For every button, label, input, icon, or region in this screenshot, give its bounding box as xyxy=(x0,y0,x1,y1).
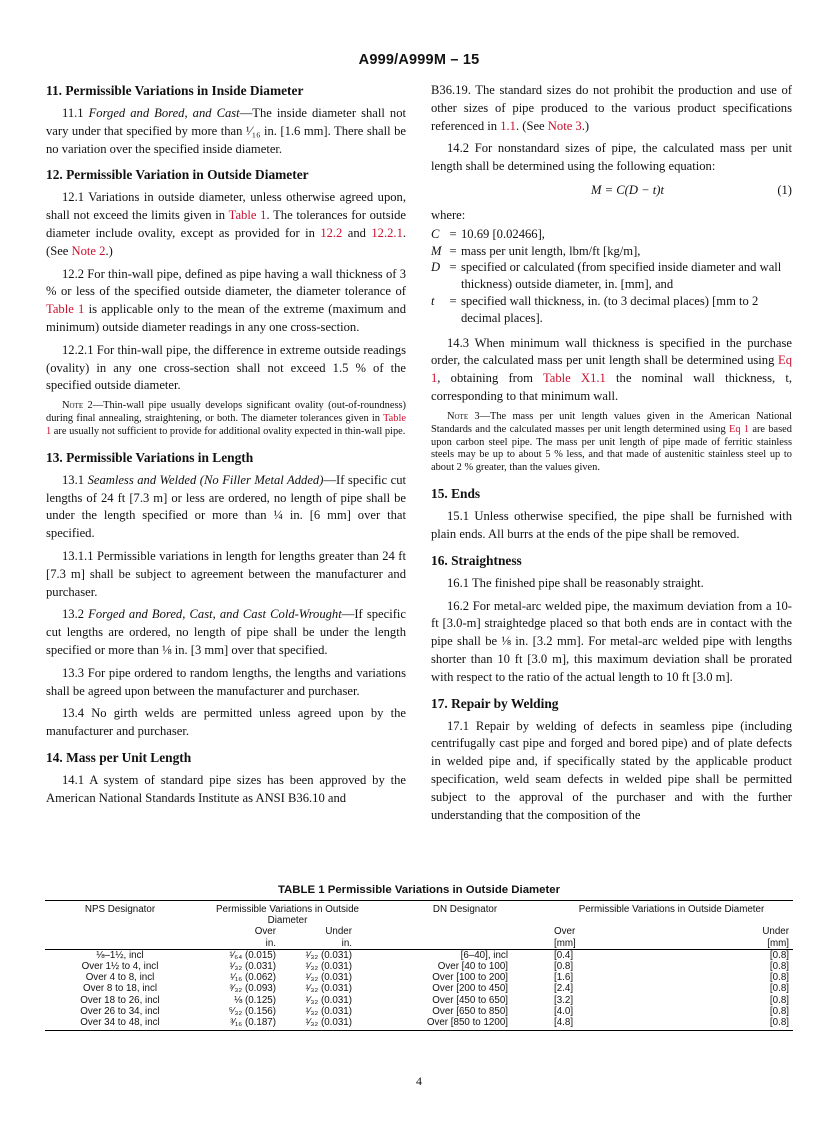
table-row xyxy=(45,972,793,983)
para-16-1: 16.1 The finished pipe shall be reasonably straight. xyxy=(447,575,704,590)
section-15-heading: 15. Ends xyxy=(431,486,481,502)
cell-over-in: ¹⁄₃₂ (0.031) xyxy=(229,961,276,973)
para-11-1: 11.1 Forged and Bored, and Cast—The inside diameter shall not vary under that specified by more than ¹⁄₁₆ in. [1.6 mm]. There shall be no variation over the specified inside diameter. xyxy=(46,106,406,156)
col-header-nps: NPS Designator xyxy=(45,901,195,927)
para-16-2: 16.2 For metal-arc welded pipe, the maximum deviation from a 10-ft [3.0-m] straightedge placed so that both ends are in contact with the pipe shall be ⅛ in. [3.2 mm]. For metal-arc welded pipe with lengths shorter than 10 ft [3.0 m], this maximum deviation shall be prorated with respect to the ratio of the actual length to 10 ft [3.0 m]. xyxy=(431,598,792,684)
variable-definition: t = specified wall thickness, in. (to 3 decimal places) [mm to 2 decimal places]. xyxy=(431,293,759,325)
cell-under-mm: [0.8] xyxy=(769,961,789,973)
link-eq-1[interactable]: Eq 1 xyxy=(728,423,750,435)
col-header-perm-mm: Permissible Variations in Outside Diameter xyxy=(550,901,793,927)
cell-under-in: ¹⁄₃₂ (0.031) xyxy=(305,994,352,1006)
cell-under-in: ¹⁄₃₂ (0.031) xyxy=(305,949,352,961)
link-note-2[interactable]: Note 2 xyxy=(71,243,106,258)
section-16-heading: 16. Straightness xyxy=(431,552,522,568)
cell-over-mm: [0.8] xyxy=(554,961,574,973)
cell-dn: Over [100 to 200] xyxy=(432,972,508,984)
left-column xyxy=(46,82,406,813)
cell-over-mm: [3.2] xyxy=(554,994,574,1006)
table-row xyxy=(45,995,793,1006)
cell-over-in: ⅛ (0.125) xyxy=(234,994,276,1006)
col-header-dn: DN Designator xyxy=(380,901,550,927)
cell-over-mm: [2.4] xyxy=(554,983,574,995)
table-row xyxy=(45,1006,793,1017)
section-14-heading: 14. Mass per Unit Length xyxy=(46,750,192,766)
cell-over-in: ⁵⁄₃₂ (0.156) xyxy=(228,1005,276,1017)
table-row xyxy=(45,961,793,972)
cell-over-mm: [1.6] xyxy=(554,972,574,984)
cell-under-mm: [0.8] xyxy=(769,1005,789,1017)
page-number: 4 xyxy=(416,1074,422,1088)
unit-mm: [mm] xyxy=(550,938,660,950)
note-2: Note 2—Thin-wall pipe usually develops significant ovality (out-of-roundness) during final annealing, straightening, or both. The diameter tolerances given in Table 1 are usually not sufficient to provide for additional ovality expected in thin-wall pipe. xyxy=(46,400,406,437)
link-table-x1-1[interactable]: Table X1.1 xyxy=(542,371,606,386)
cell-dn: [6–40], incl xyxy=(460,949,508,961)
cell-nps: Over 1½ to 4, incl xyxy=(81,961,159,973)
para-13-1-1: 13.1.1 Permissible variations in length for lengths greater than 24 ft [7.3 m] shall be subject to agreement between the manufacturer and purchaser. xyxy=(46,549,406,599)
variable-definition: C = 10.69 [0.02466], xyxy=(431,226,545,241)
section-12-heading: 12. Permissible Variation in Outside Diameter xyxy=(46,167,309,183)
unit-mm: [mm] xyxy=(660,938,793,950)
note-3: Note 3—The mass per unit length values given in the American National Standards and the calculated masses per unit length determined using Eq 1 are based upon carbon steel pipe. The mass per unit length of pipe made of ferritic stainless steels may be up to about 5 % less, and that made of austenitic stainless steel up to about 2 % greater, than the values given. xyxy=(431,410,793,474)
link-note-3[interactable]: Note 3 xyxy=(547,118,582,133)
cell-nps: Over 4 to 8, incl xyxy=(85,972,155,984)
para-13-2: 13.2 Forged and Bored, Cast, and Cast Cold-Wrought—If specific cut lengths are ordered, no length of pipe shall be under the length specified or more than ⅛ in. [3 mm] over that specified. xyxy=(46,607,407,658)
cell-dn: Over [450 to 650] xyxy=(432,994,508,1006)
document-header: A999/A999M – 15 xyxy=(358,52,480,68)
cell-nps: Over 8 to 18, incl xyxy=(82,983,158,995)
col-header-under: Under xyxy=(325,926,352,938)
table-1 xyxy=(45,900,793,1031)
equation-number: (1) xyxy=(777,182,792,197)
cell-under-in: ¹⁄₃₂ (0.031) xyxy=(305,983,352,995)
link-table-1[interactable]: Table 1 xyxy=(46,413,406,437)
cell-under-mm: [0.8] xyxy=(769,949,789,961)
cell-dn: Over [850 to 1200] xyxy=(380,1017,550,1031)
para-14-1-continued: B36.19. The standard sizes do not prohibit the production and use of other sizes of pipe produced to the various product specifications referenced in 1.1. (See Note 3.) xyxy=(431,83,792,133)
cell-under-mm: [0.8] xyxy=(660,1017,793,1031)
cell-nps: Over 18 to 26, incl xyxy=(80,994,160,1006)
unit-in: in. xyxy=(195,938,280,950)
cell-nps: Over 34 to 48, incl xyxy=(45,1017,195,1031)
cell-under-in: ¹⁄₃₂ (0.031) xyxy=(280,1017,380,1031)
section-13-heading: 13. Permissible Variations in Length xyxy=(46,449,254,465)
para-13-3: 13.3 For pipe ordered to random lengths, the lengths and variations shall be agreed upon between the manufacturer and purchaser. xyxy=(46,665,406,698)
cell-over-mm: [4.8] xyxy=(550,1017,660,1031)
cell-dn: Over [650 to 850] xyxy=(432,1005,508,1017)
para-17-1: 17.1 Repair by welding of defects in seamless pipe (including centrifugally cast pipe and forged and bored pipe) and of plate defects in welded pipe and, if specifically stated by the applicable product specification, weld seam defects in welded pipe shall be permitted subject to the approval of the purchaser and with the further understanding that the composition of the xyxy=(431,718,792,822)
cell-under-mm: [0.8] xyxy=(769,994,789,1006)
cell-under-in: ¹⁄₃₂ (0.031) xyxy=(305,1005,352,1017)
cell-over-in: ³⁄₁₆ (0.187) xyxy=(195,1017,280,1031)
where-label: where: xyxy=(431,207,466,222)
section-17-heading: 17. Repair by Welding xyxy=(431,695,559,711)
link-table-1[interactable]: Table 1 xyxy=(228,208,267,223)
para-12-2-1: 12.2.1 For thin-wall pipe, the difference in extreme outside readings (ovality) in any one cross-section shall not exceed 1.5 % of the specified outside diameter. xyxy=(46,342,406,393)
cell-nps: ⅛–1½, incl xyxy=(96,949,144,961)
cell-under-in: ¹⁄₃₂ (0.031) xyxy=(305,972,352,984)
cell-over-in: ¹⁄₁₆ (0.062) xyxy=(230,972,276,984)
variable-definition: M = mass per unit length, lbm/ft [kg/m], xyxy=(431,243,641,258)
cell-nps: Over 26 to 34, incl xyxy=(80,1005,160,1017)
right-column xyxy=(431,82,792,829)
cell-over-mm: [0.4] xyxy=(554,949,574,961)
cell-dn: Over [200 to 450] xyxy=(432,983,508,995)
table-1-title: TABLE 1 Permissible Variations in Outside Diameter xyxy=(277,884,561,896)
equation-1 xyxy=(431,181,792,201)
cell-under-mm: [0.8] xyxy=(769,983,789,995)
para-14-1: 14.1 A system of standard pipe sizes has been approved by the American National Standards Institute as ANSI B36.10 and xyxy=(46,773,406,805)
table-row xyxy=(45,1017,793,1031)
table-row xyxy=(45,983,793,994)
cell-over-in: ³⁄₃₂ (0.093) xyxy=(229,983,276,995)
unit-in: in. xyxy=(280,938,380,950)
cell-over-in: ¹⁄₆₄ (0.015) xyxy=(229,949,276,961)
para-13-1: 13.1 Seamless and Welded (No Filler Metal Added)—If specific cut lengths of 24 ft [7.3 m] or less are ordered, no length of pipe shall be under the length specified or more than ¼ in. [6 mm] over that specified. xyxy=(46,472,406,541)
link-12-2-1[interactable]: 12.2.1 xyxy=(371,225,403,240)
cell-under-mm: [0.8] xyxy=(769,972,789,984)
para-15-1: 15.1 Unless otherwise specified, the pipe shall be furnished with plain ends. All burrs at the ends of the pipe shall be removed. xyxy=(431,509,792,542)
equation-body: M = C(D − t)t xyxy=(591,182,664,197)
cell-over-mm: [4.0] xyxy=(554,1005,574,1017)
cell-dn: Over [40 to 100] xyxy=(437,961,508,973)
section-11-heading: 11. Permissible Variations in Inside Diameter xyxy=(46,83,304,98)
para-13-4: 13.4 No girth welds are permitted unless agreed upon by the manufacturer and purchaser. xyxy=(46,706,406,739)
col-header-over: Over xyxy=(554,926,576,938)
table-row xyxy=(45,949,793,961)
link-eq-1[interactable]: Eq 1 xyxy=(431,353,792,386)
para-12-1: 12.1 Variations in outside diameter, unless otherwise agreed upon, shall not exceed the limits given in Table 1. The tolerances for outside diameter include ovality, except as provided for in 12.2 and 12.2.1. (See Note 2.) xyxy=(46,190,407,258)
variable-definition: D = specified or calculated (from specified inside diameter and wall thickness) outside diameter, in. [mm], and xyxy=(431,260,782,292)
para-12-2: 12.2 For thin-wall pipe, defined as pipe having a wall thickness of 3 % or less of the specified outside diameter, the diameter tolerance of Table 1 is applicable only to the mean of the extreme (maximum and minimum) outside diameter readings in any one cross-section. xyxy=(46,266,407,334)
para-14-2: 14.2 For nonstandard sizes of pipe, the calculated mass per unit length shall be determined using the following equation: xyxy=(431,141,792,174)
col-header-over: Over xyxy=(254,926,276,938)
col-header-perm-in: Permissible Variations in Outside Diameter xyxy=(195,901,380,927)
link-1-1[interactable]: 1.1 xyxy=(500,118,516,133)
link-12-2[interactable]: 12.2 xyxy=(320,225,343,240)
table-1-body xyxy=(45,949,793,1030)
para-14-3: 14.3 When minimum wall thickness is specified in the purchase order, the calculated mass per unit length shall be determined using Eq 1, obtaining from Table X1.1 the nominal wall thickness, t, corresponding to that minimum wall. xyxy=(431,335,792,403)
col-header-under: Under xyxy=(762,926,789,938)
cell-under-in: ¹⁄₃₂ (0.031) xyxy=(305,961,352,973)
link-table-1[interactable]: Table 1 xyxy=(46,302,85,317)
